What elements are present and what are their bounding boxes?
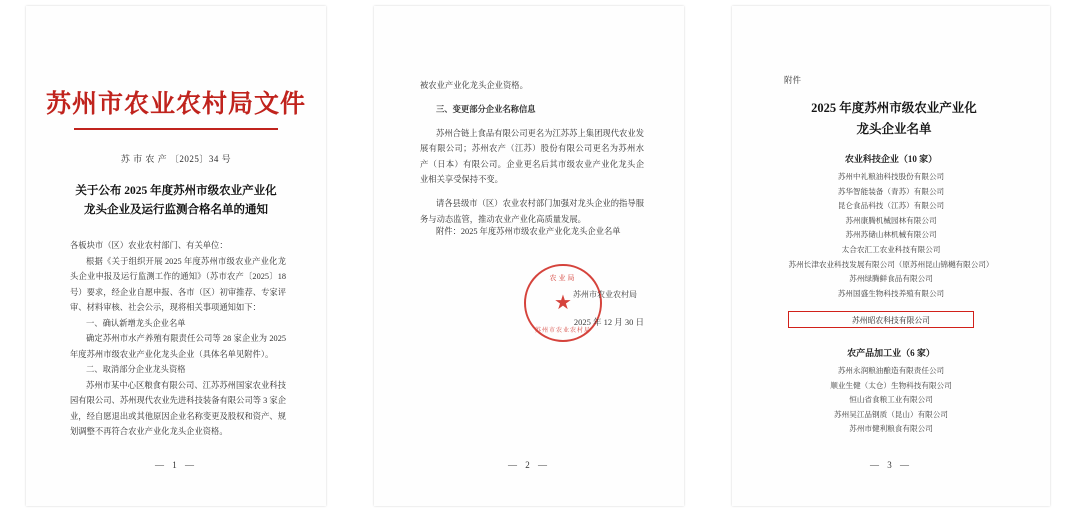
page-number: — 2 — [508, 460, 550, 470]
list-item: 苏州国盛生物科技养殖有限公司 [837, 288, 945, 298]
page-2-body [420, 70, 644, 235]
paragraph: 苏州市某中心区粮食有限公司、江苏苏州国家农业科技园有限公司、苏州现代农业先进科技装备有限公司等 3 家企业，经自愿退出或其他原因企业名称变更及股权和资产、规划调整不再符合农业产业化龙头企业资格。 [70, 380, 286, 436]
highlighted-company: 苏州昭农科技有限公司 [852, 316, 930, 325]
red-divider-rule [74, 128, 278, 130]
page-number: — 1 — [155, 460, 197, 470]
list-item: 恒山省食粮工业有限公司 [849, 395, 933, 405]
page-1-body [70, 238, 286, 440]
list-item: 苏州苏储山林机械有限公司 [845, 230, 937, 240]
company-list-group-1 [732, 170, 1050, 301]
group-heading: 农产品加工业（6 家） [847, 348, 935, 358]
page-1-sheet [26, 6, 326, 506]
list-item: 苏州长津农业科技发展有限公司（原苏州昆山锦樾有限公司） [788, 259, 994, 269]
company-list-group-2 [732, 364, 1050, 437]
paragraph: 各板块市（区）农业农村部门、有关单位： [70, 241, 228, 250]
seal-circle [524, 264, 602, 342]
document-page-3 [704, 0, 1080, 512]
signing-date: 2025 年 12 月 30 日 [573, 317, 645, 327]
list-title-line-1: 2025 年度苏州市级农业产业化 [811, 101, 977, 115]
list-title [772, 98, 1016, 140]
list-item: 昆仑食品科技（江苏）有限公司 [837, 201, 945, 211]
paragraph: 苏州合链上食品有限公司更名为江苏苏上集团现代农业发展有限公司；苏州农产（江苏）股份有限公司更名为苏州水产（日本）有限公司。企业更名后其市级农业产业化龙头企业相关享受保持不变。 [420, 128, 644, 185]
paragraph: 一、确认新增龙头企业名单 [86, 318, 186, 328]
paragraph: 被农业产业化龙头企业资格。 [420, 81, 528, 91]
document-number: 苏 市 农 产 〔2025〕34 号 [120, 154, 232, 164]
star-icon: ★ [554, 292, 572, 314]
paragraph: 确定苏州市水产养殖有限责任公司等 28 家企业为 2025 年度苏州市级农业产业化龙头企业（具体名单见附件）。 [70, 334, 286, 359]
list-item: 苏州绿腾鲜食品有限公司 [849, 274, 933, 284]
page-2-sheet [374, 6, 684, 506]
signing-organization: 苏州市农业农村局 [573, 290, 637, 299]
list-item: 苏华智能装备（青苏）有限公司 [837, 186, 945, 196]
list-item: 顺业生健（太仓）生物科技有限公司 [830, 380, 952, 390]
paragraph: 二、取消部分企业龙头资格 [86, 365, 186, 374]
seal-top-text: 农业局 [549, 274, 577, 282]
document-page-2 [352, 0, 704, 512]
list-item: 太合农汇工农业科技有限公司 [841, 244, 941, 254]
list-item: 苏州中礼粮油科技股份有限公司 [837, 172, 945, 181]
list-item: 苏州康腾机械园林有限公司 [845, 215, 937, 225]
paragraph: 根据《关于组织开展 2025 年度苏州市级农业产业化龙头企业申报及运行监测工作的通知》（苏市农产〔2025〕18 号）要求，经企业自愿申报、各市（区）初审推荐、专家评审、材料审核、社会公示，现将相关事项通知如下： [70, 256, 286, 312]
document-heading [72, 182, 280, 220]
seal-bottom-text: 苏州市农业农村局 [534, 328, 591, 334]
heading-line-2: 龙头企业及运行监测合格名单的通知 [84, 204, 268, 216]
list-title-line-2: 龙头企业名单 [856, 122, 932, 136]
list-item: 苏州吴江品钢质（昆山）有限公司 [834, 409, 948, 419]
group-heading: 农业科技企业（10 家） [844, 154, 938, 164]
list-item: 苏州市健利粮食有限公司 [849, 424, 933, 434]
attachment-line: 附件：2025 年度苏州市级农业产业化龙头企业名单 [436, 227, 621, 236]
attachment-label: 附件 [784, 75, 802, 85]
paragraph: 请各县级市（区）农业农村部门加强对龙头企业的指导服务与动态监管，推动农业产业化高质量发展。 [420, 199, 644, 224]
document-page-1 [0, 0, 352, 512]
page-3-sheet [732, 6, 1050, 506]
page-number: — 3 — [870, 460, 912, 470]
official-seal [524, 264, 610, 350]
heading-line-1: 关于公布 2025 年度苏州市级农业产业化 [75, 185, 277, 197]
paragraph: 三、变更部分企业名称信息 [436, 105, 536, 115]
page-title: 苏州市农业农村局文件 [45, 91, 306, 118]
list-item: 苏州永润粮油酿造有限责任公司 [837, 366, 945, 375]
